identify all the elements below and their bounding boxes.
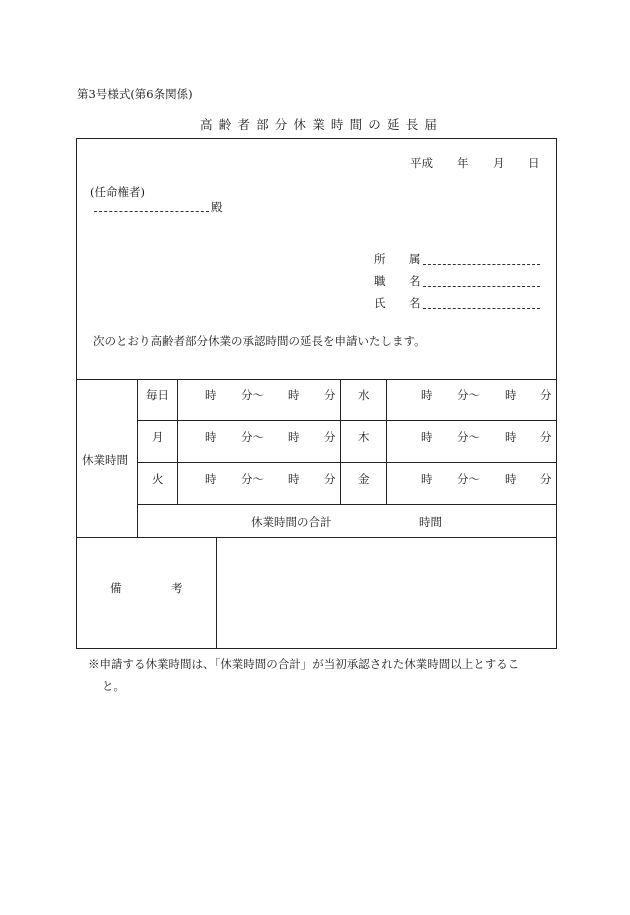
row2-right-end-hour: 時	[505, 430, 517, 444]
total-label: 休業時間の合計	[251, 515, 332, 529]
appointer-label: (任命権者)	[90, 185, 145, 199]
row1-left-start-minute: 分〜	[241, 388, 264, 402]
row2-right-end-minute: 分	[540, 430, 552, 444]
appointer-blank[interactable]	[94, 211, 209, 212]
divider-row-1	[137, 420, 557, 421]
row3-left-start-hour: 時	[205, 472, 217, 486]
date-month: 月	[493, 156, 505, 170]
affiliation-label-1: 所	[374, 252, 386, 266]
row1-left-end-hour: 時	[288, 388, 300, 402]
row3-left-start-minute: 分〜	[241, 472, 264, 486]
affiliation-blank[interactable]	[423, 264, 540, 265]
footnote-line-1: ※申請する休業時間は、「休業時間の合計」が当初承認された休業時間以上とするこ	[88, 657, 520, 671]
remarks-label-1: 備	[110, 581, 122, 595]
divider-header-schedule	[76, 379, 557, 380]
row2-right-start-hour: 時	[421, 430, 433, 444]
row2-right-start-minute: 分〜	[457, 430, 480, 444]
remarks-field[interactable]	[217, 538, 556, 648]
name-label-2: 名	[409, 296, 421, 310]
row3-left-end-hour: 時	[288, 472, 300, 486]
day-friday: 金	[358, 472, 370, 486]
position-label-2: 名	[409, 274, 421, 288]
col-divider-middle	[340, 379, 341, 504]
col-divider-day-left	[177, 379, 178, 504]
appointer-honorific: 殿	[211, 200, 223, 214]
day-wednesday: 水	[358, 388, 370, 402]
name-label-1: 氏	[374, 296, 386, 310]
row2-left-start-hour: 時	[205, 430, 217, 444]
day-monday: 月	[152, 430, 164, 444]
affiliation-label-2: 属	[409, 252, 421, 266]
application-statement: 次のとおり高齢者部分休業の承認時間の延長を申請いたします。	[93, 334, 426, 348]
row3-right-start-minute: 分〜	[457, 472, 480, 486]
position-label-1: 職	[374, 274, 386, 288]
row1-right-start-minute: 分〜	[457, 388, 480, 402]
name-blank[interactable]	[423, 308, 540, 309]
day-tuesday: 火	[152, 472, 164, 486]
row1-right-end-hour: 時	[505, 388, 517, 402]
row2-left-end-hour: 時	[288, 430, 300, 444]
row3-right-end-hour: 時	[505, 472, 517, 486]
col-divider-day-right	[386, 379, 387, 504]
day-everyday: 毎日	[146, 388, 169, 402]
date-year: 年	[457, 156, 469, 170]
form-title: 高齢者部分休業時間の延長届	[200, 117, 444, 132]
row1-left-end-minute: 分	[324, 388, 336, 402]
total-unit: 時間	[419, 515, 442, 529]
remarks-label-2: 考	[171, 581, 183, 595]
position-blank[interactable]	[423, 286, 540, 287]
date-era: 平成	[410, 156, 433, 170]
footnote-line-2: と。	[102, 679, 125, 693]
divider-row-3	[137, 504, 557, 505]
row2-left-start-minute: 分〜	[241, 430, 264, 444]
row3-right-end-minute: 分	[540, 472, 552, 486]
row2-left-end-minute: 分	[324, 430, 336, 444]
day-thursday: 木	[358, 430, 370, 444]
form-number-label: 第3号様式(第6条関係)	[77, 87, 193, 101]
schedule-header: 休業時間	[82, 453, 128, 467]
row1-right-end-minute: 分	[540, 388, 552, 402]
row3-left-end-minute: 分	[324, 472, 336, 486]
row1-right-start-hour: 時	[421, 388, 433, 402]
row3-right-start-hour: 時	[421, 472, 433, 486]
col-divider-header	[137, 379, 138, 537]
date-day: 日	[528, 156, 540, 170]
divider-row-2	[137, 462, 557, 463]
row1-left-start-hour: 時	[205, 388, 217, 402]
